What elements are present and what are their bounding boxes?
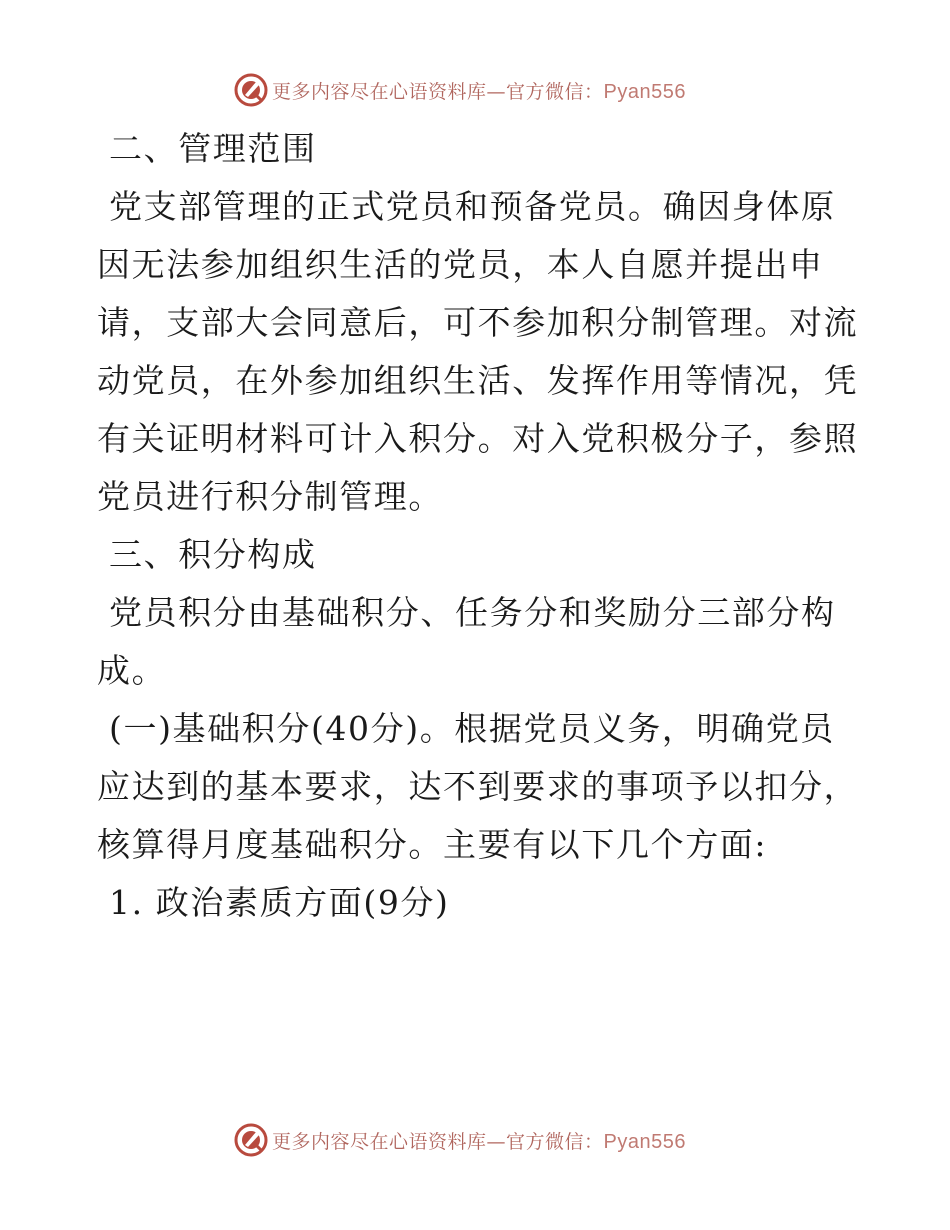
paragraph-line: 有关证明材料可计入积分。对入党积极分子，参照 [97, 419, 859, 458]
section-heading-composition: 三、积分构成 [109, 535, 317, 574]
banner-text [272, 1127, 686, 1154]
document-body [97, 120, 857, 932]
footer-banner [234, 1122, 686, 1158]
banner-text [272, 77, 686, 104]
paragraph-line: 党支部管理的正式党员和预备党员。确因身体原 [109, 187, 836, 226]
wechat-id: Pyan556 [603, 80, 686, 103]
red-emblem-icon [234, 1123, 268, 1157]
paragraph-line: 因无法参加组织生活的党员，本人自愿并提出申 [97, 245, 824, 284]
paragraph-line: 党员进行积分制管理。 [97, 477, 443, 516]
red-emblem-icon [234, 73, 268, 107]
section-heading-scope: 二、管理范围 [109, 129, 317, 168]
wechat-id: Pyan556 [603, 1130, 686, 1153]
paragraph-line: 核算得月度基础积分。主要有以下几个方面: [97, 825, 768, 864]
banner-label: 更多内容尽在心语资料库—官方微信： [272, 80, 604, 103]
paragraph-line: 动党员，在外参加组织生活、发挥作用等情况，凭 [97, 361, 859, 400]
paragraph-line: (一)基础积分(40分)。根据党员义务，明确党员 [109, 709, 835, 748]
paragraph-line: 应达到的基本要求，达不到要求的事项予以扣分， [97, 767, 859, 806]
paragraph-line: 党员积分由基础积分、任务分和奖励分三部分构 [109, 593, 836, 632]
list-item-political: 1. 政治素质方面(9分) [109, 883, 450, 922]
header-banner [234, 72, 686, 108]
paragraph-line: 成。 [97, 651, 167, 690]
banner-label: 更多内容尽在心语资料库—官方微信： [272, 1130, 604, 1153]
paragraph-line: 请，支部大会同意后，可不参加积分制管理。对流 [97, 303, 859, 342]
